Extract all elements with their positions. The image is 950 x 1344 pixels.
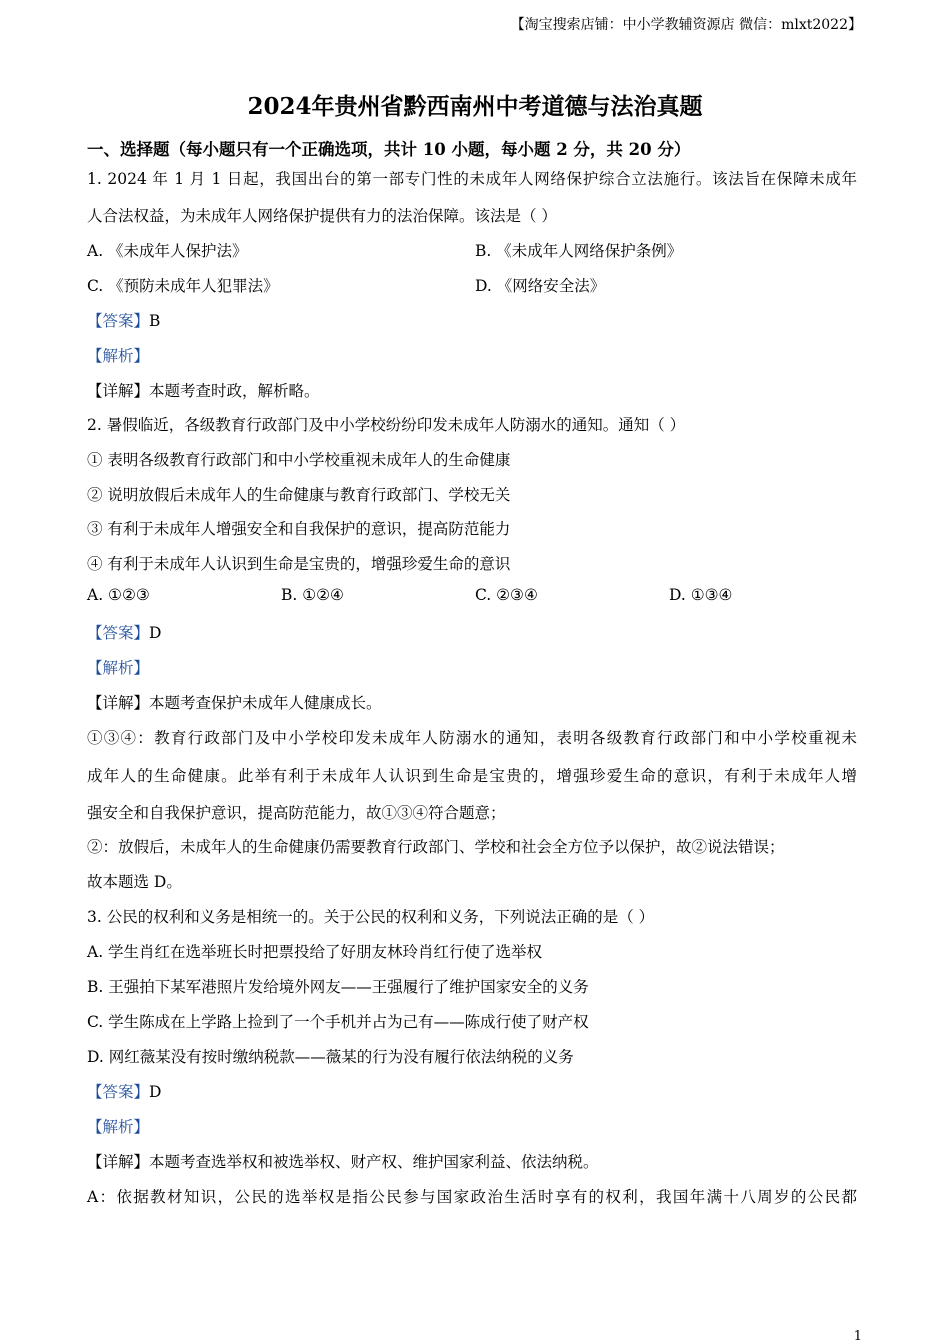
q2-answer [87,621,161,643]
q3-option-d: D. 网红薇某没有按时缴纳税款——薇某的行为没有履行依法纳税的义务 [87,1048,574,1066]
q2-explain-line3: 强安全和自我保护意识，提高防范能力，故①③④符合题意； [87,804,506,822]
q1-stem-line2: 人合法权益，为未成年人网络保护提供有力的法治保障。该法是（ ） [87,207,557,225]
answer-tag: 【答案】 [87,1083,150,1101]
q3-option-c: C. 学生陈成在上学路上捡到了一个手机并占为己有——陈成行使了财产权 [87,1013,589,1031]
q1-answer-value: B [149,312,161,330]
q1-option-b: B. 《未成年人网络保护条例》 [475,242,683,260]
q1-options-row2 [87,274,862,294]
q3-option-a: A. 学生肖红在选举班长时把票投给了好朋友林玲肖红行使了选举权 [87,943,543,961]
q1-option-a: A. 《未成年人保护法》 [87,242,248,260]
q2-detail [87,691,382,713]
q2-explain-line1: ①③④：教育行政部门及中小学校印发未成年人防溺水的通知，表明各级教育行政部门和中小学校重视未 [87,729,857,747]
q3-answer [87,1080,161,1102]
q1-analysis-tag: 【解析】 [87,347,150,365]
section-heading: 一、选择题（每小题只有一个正确选项，共计 10 小题，每小题 2 分，共 20 分） [87,140,691,159]
q2-option-d: D. ①③④ [669,586,733,604]
q1-answer [87,309,160,331]
answer-tag: 【答案】 [87,312,150,330]
q1-detail-text: 本题考查时政，解析略。 [149,382,320,400]
q2-statement-4: ④ 有利于未成年人认识到生命是宝贵的，增强珍爱生命的意识 [87,555,511,573]
detail-tag: 【详解】 [87,694,150,712]
q3-stem: 3. 公民的权利和义务是相统一的。关于公民的权利和义务，下列说法正确的是（ ） [87,908,655,926]
q3-detail [87,1150,599,1172]
header-note: 【淘宝搜索店铺：中小学教辅资源店 微信：mlxt2022】 [510,17,862,33]
q3-option-b: B. 王强拍下某军港照片发给境外网友——王强履行了维护国家安全的义务 [87,978,589,996]
q2-analysis-tag: 【解析】 [87,659,150,677]
detail-tag: 【详解】 [87,1153,150,1171]
detail-tag: 【详解】 [87,382,150,400]
q1-options-row1 [87,239,862,259]
q2-statement-2: ② 说明放假后未成年人的生命健康与教育行政部门、学校无关 [87,486,511,504]
q2-statement-3: ③ 有利于未成年人增强安全和自我保护的意识，提高防范能力 [87,520,511,538]
page-title: 2024年贵州省黔西南州中考道德与法治真题 [247,93,703,120]
q2-conclusion: 故本题选 D。 [87,873,182,891]
q2-detail-text: 本题考查保护未成年人健康成长。 [149,694,382,712]
q2-option-c: C. ②③④ [475,586,538,604]
q1-option-c: C. 《预防未成年人犯罪法》 [87,277,279,295]
q2-answer-value: D [149,624,162,642]
q2-option-a: A. ①②③ [87,586,150,604]
q2-explain-line4: ②：放假后，未成年人的生命健康仍需要教育行政部门、学校和社会全方位予以保护，故②说法错误； [87,838,785,856]
q3-explain-line1: A：依据教材知识，公民的选举权是指公民参与国家政治生活时享有的权利，我国年满十八周岁的公民都 [87,1188,857,1206]
q3-detail-text: 本题考查选举权和被选举权、财产权、维护国家利益、依法纳税。 [149,1153,599,1171]
q3-analysis-tag: 【解析】 [87,1118,150,1136]
q2-stem: 2. 暑假临近，各级教育行政部门及中小学校纷纷印发未成年人防溺水的通知。通知（ ） [87,416,686,434]
page-number: 1 [853,1329,862,1344]
answer-tag: 【答案】 [87,624,150,642]
q2-statement-1: ① 表明各级教育行政部门和中小学校重视未成年人的生命健康 [87,451,511,469]
q2-option-b: B. ①②④ [281,586,344,604]
q3-answer-value: D [149,1083,162,1101]
q1-option-d: D. 《网络安全法》 [475,277,606,295]
q2-explain-line2: 成年人的生命健康。此举有利于未成年人认识到生命是宝贵的，增强珍爱生命的意识，有利于未成年人增 [87,767,857,785]
q1-detail [87,379,320,401]
q1-stem-line1: 1. 2024 年 1 月 1 日起，我国出台的第一部专门性的未成年人网络保护综合立法施行。该法旨在保障未成年 [87,170,857,188]
q2-options-row [87,586,862,606]
